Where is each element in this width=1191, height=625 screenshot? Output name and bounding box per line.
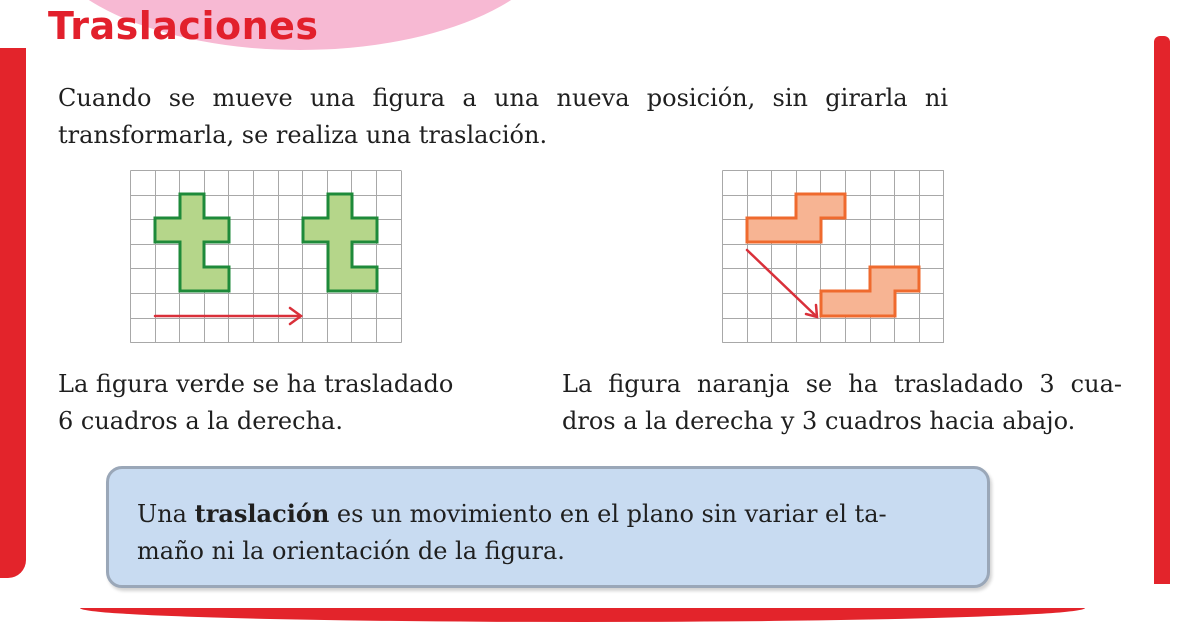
green-caption-line-2: 6 cuadros a la derecha. [58,407,343,435]
definition-text-start: Una [137,500,195,528]
orange-translation-grid [722,170,947,345]
page-title: Traslaciones [48,4,319,48]
definition-box [106,466,990,588]
orange-caption-line-1: La figura naranja se ha trasladado 3 cua- [562,370,1122,398]
green-caption-line-1: La figura verde se ha trasladado [58,370,454,398]
definition-term: traslación [194,499,330,528]
right-border-bar [1154,36,1170,584]
bottom-border-bar [80,608,1085,622]
green-translation-grid [130,170,405,345]
definition-line-2: maño ni la orientación de la figura. [137,537,565,565]
definition-line-1 [137,495,957,533]
green-caption [58,366,498,440]
definition-text-rest: es un movimiento en el plano sin variar el ta- [329,500,887,528]
left-border-bar [0,48,26,578]
orange-caption [562,366,1122,440]
intro-paragraph: Cuando se mueve una figura a una nueva posición, sin girarla ni transformarla, se realiza una traslación. [58,84,948,149]
orange-caption-line-2: dros a la derecha y 3 cuadros hacia abajo. [562,407,1076,435]
